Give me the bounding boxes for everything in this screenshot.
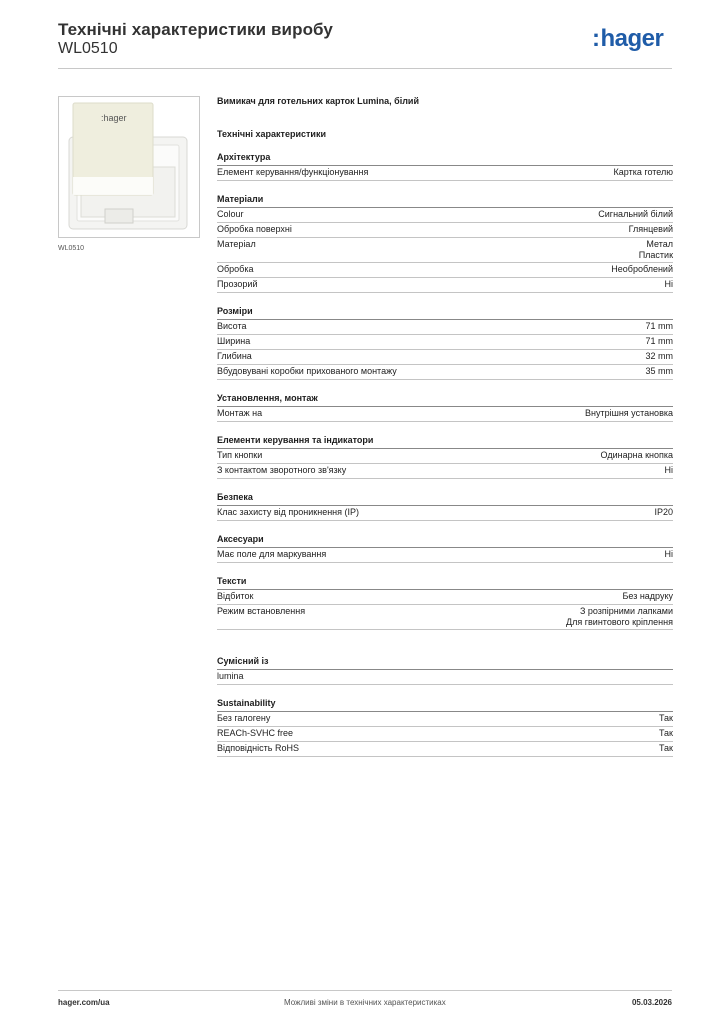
spec-row <box>217 742 673 757</box>
spec-section <box>217 435 673 479</box>
spec-label: Прозорий <box>217 279 258 289</box>
spec-label: Colour <box>217 209 244 219</box>
spec-value: Необроблений <box>611 264 673 274</box>
spec-label: Тип кнопки <box>217 450 263 460</box>
spec-label: Клас захисту від проникнення (IP) <box>217 507 360 517</box>
section-heading: Безпека <box>217 492 673 506</box>
section-gap <box>217 563 673 576</box>
spec-value: Сигнальний білий <box>598 209 673 219</box>
header-divider <box>58 68 672 69</box>
spec-label: Обробка <box>217 264 254 274</box>
spec-row <box>217 548 673 563</box>
spec-section <box>217 194 673 293</box>
spec-row <box>217 320 673 335</box>
spec-section <box>217 698 673 757</box>
spec-section <box>217 306 673 380</box>
spec-label: Вбудовувані коробки прихованого монтажу <box>217 366 397 376</box>
spec-value: 35 mm <box>645 366 673 376</box>
product-name: Вимикач для готельних карток Lumina, білий <box>217 96 419 106</box>
spec-label: З контактом зворотного зв'язку <box>217 465 347 475</box>
spec-section <box>217 534 673 563</box>
spec-row <box>217 350 673 365</box>
section-gap <box>217 293 673 306</box>
page-title: Технічні характеристики виробу <box>58 20 333 39</box>
spec-section <box>217 576 673 630</box>
spec-value: Без надруку <box>622 591 673 601</box>
spec-label: Монтаж на <box>217 408 263 418</box>
spec-section <box>217 152 673 181</box>
footer-date: 05.03.2026 <box>631 998 672 1007</box>
spec-value: Одинарна кнопка <box>600 450 673 460</box>
spec-row <box>217 208 673 223</box>
footer-website-link[interactable]: hager.com/ua <box>58 998 110 1007</box>
spec-label: Відповідність RoHS <box>217 743 299 753</box>
spec-value: Глянцевий <box>628 224 673 234</box>
spec-row <box>217 263 673 278</box>
spec-row <box>217 590 673 605</box>
spec-label: Глибина <box>217 351 252 361</box>
section-gap <box>217 685 673 698</box>
spec-label: Має поле для маркування <box>217 549 327 559</box>
section-heading: Сумісний із <box>217 656 673 670</box>
footer-disclaimer: Можливі зміни в технічних характеристиках <box>284 998 446 1007</box>
spec-value: З розпірними лапками Для гвинтового кріплення <box>566 606 673 627</box>
spec-label: lumina <box>217 671 244 681</box>
spec-row <box>217 449 673 464</box>
spec-label: Ширина <box>217 336 251 346</box>
spec-row <box>217 712 673 727</box>
spec-label: Обробка поверхні <box>217 224 292 234</box>
spec-value: Внутрішня установка <box>585 408 673 418</box>
spec-value: Так <box>658 713 673 723</box>
section-gap <box>217 630 673 656</box>
product-image <box>58 96 200 238</box>
spec-section <box>217 492 673 521</box>
spec-value: Ні <box>664 549 673 559</box>
section-gap <box>217 380 673 393</box>
spec-value: Так <box>658 728 673 738</box>
spec-row <box>217 506 673 521</box>
spec-row <box>217 407 673 422</box>
spec-value: 32 mm <box>645 351 673 361</box>
spec-value: Картка готелю <box>613 167 673 177</box>
spec-label: REACh-SVHC free <box>217 728 294 738</box>
spec-label: Відбиток <box>217 591 254 601</box>
section-heading: Аксесуари <box>217 534 673 548</box>
spec-row <box>217 464 673 479</box>
spec-row <box>217 605 673 630</box>
spec-value: Метал Пластик <box>638 239 673 260</box>
footer-divider <box>58 990 672 991</box>
section-heading: Архітектура <box>217 152 673 166</box>
section-heading: Елементи керування та індикатори <box>217 435 673 449</box>
section-heading: Sustainability <box>217 698 673 712</box>
product-code: WL0510 <box>58 40 118 57</box>
spec-row <box>217 223 673 238</box>
spec-label: Режим встановлення <box>217 606 306 616</box>
section-heading: Установлення, монтаж <box>217 393 673 407</box>
spec-value: 71 mm <box>645 321 673 331</box>
spec-label: Елемент керування/функціонування <box>217 167 369 177</box>
section-heading: Тексти <box>217 576 673 590</box>
section-heading: Розміри <box>217 306 673 320</box>
hager-logo[interactable]: :hager <box>592 25 664 52</box>
spec-sections <box>217 152 673 757</box>
section-gap <box>217 181 673 194</box>
product-image-caption: WL0510 <box>58 245 85 252</box>
spec-row <box>217 278 673 293</box>
section-heading: Матеріали <box>217 194 673 208</box>
spec-row <box>217 727 673 742</box>
spec-row <box>217 335 673 350</box>
spec-label: Матеріал <box>217 239 256 249</box>
spec-row <box>217 670 673 685</box>
spec-value: Ні <box>664 279 673 289</box>
spec-value: Так <box>658 743 673 753</box>
spec-section <box>217 656 673 685</box>
spec-value: Ні <box>664 465 673 475</box>
logo-text: hager <box>600 25 664 52</box>
specifications <box>217 96 673 757</box>
spec-row <box>217 238 673 263</box>
hotel-card-switch-image <box>59 97 199 237</box>
section-gap <box>217 422 673 435</box>
spec-label: Без галогену <box>217 713 271 723</box>
image-logo-text: :hager <box>101 113 127 123</box>
spec-row <box>217 166 673 181</box>
spec-title: Технічні характеристики <box>217 129 326 139</box>
spec-value: 71 mm <box>645 336 673 346</box>
spec-row <box>217 365 673 380</box>
section-gap <box>217 479 673 492</box>
spec-value: IP20 <box>654 507 673 517</box>
spec-label: Висота <box>217 321 247 331</box>
section-gap <box>217 521 673 534</box>
spec-section <box>217 393 673 422</box>
